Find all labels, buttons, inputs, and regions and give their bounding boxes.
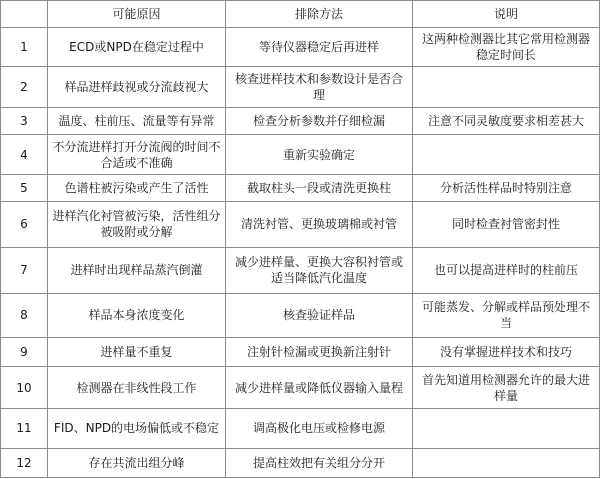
method-cell: 减少进样量、更换大容积衬管或适当降低汽化温度 [226,247,413,293]
method-cell: 等待仪器稳定后再进样 [226,28,413,67]
method-cell: 提高柱效把有关组分分开 [226,448,413,477]
table-row [1,134,600,175]
note-cell: 可能蒸发、分解或样品预处理不当 [413,293,600,337]
table-row [1,247,600,293]
note-cell [413,134,600,175]
row-number: 5 [1,175,48,202]
note-cell [413,66,600,107]
note-cell: 分析活性样品时特别注意 [413,175,600,202]
cause-cell: 样品进样歧视或分流歧视大 [48,66,226,107]
method-cell: 减少进样量或降低仪器输入量程 [226,367,413,409]
row-number: 12 [1,448,48,477]
header-note: 说明 [413,1,600,28]
cause-cell: ECD或NPD在稳定过程中 [48,28,226,67]
cause-cell: 进样量不重复 [48,337,226,366]
cause-cell: 不分流进样打开分流阀的时间不合适或不准确 [48,134,226,175]
method-cell: 注射针检漏或更换新注射针 [226,337,413,366]
method-cell: 清洗衬管、更换玻璃棉或衬管 [226,202,413,247]
header-method: 排除方法 [226,1,413,28]
method-cell: 核查验证样品 [226,293,413,337]
note-cell: 注意不同灵敏度要求相差甚大 [413,107,600,134]
note-cell: 没有掌握进样技术和技巧 [413,337,600,366]
table-row [1,66,600,107]
method-cell: 截取柱头一段或清洗更换柱 [226,175,413,202]
cause-cell: 进样汽化衬管被污染，活性组分被吸附或分解 [48,202,226,247]
cause-cell: 检测器在非线性段工作 [48,367,226,409]
table-row [1,28,600,67]
note-cell [413,448,600,477]
table-row [1,448,600,477]
table-row [1,107,600,134]
row-number: 1 [1,28,48,67]
cause-cell: FID、NPD的电场偏低或不稳定 [48,409,226,449]
header-number [1,1,48,28]
table-row [1,293,600,337]
table-row [1,409,600,449]
row-number: 4 [1,134,48,175]
cause-cell: 进样时出现样品蒸汽倒灌 [48,247,226,293]
table-row [1,367,600,409]
cause-cell: 色谱柱被污染或产生了活性 [48,175,226,202]
row-number: 7 [1,247,48,293]
cause-cell: 样品本身浓度变化 [48,293,226,337]
row-number: 10 [1,367,48,409]
row-number: 8 [1,293,48,337]
cause-cell: 温度、柱前压、流量等有异常 [48,107,226,134]
note-cell [413,409,600,449]
method-cell: 调高极化电压或检修电源 [226,409,413,449]
note-cell: 首先知道用检测器允许的最大进样量 [413,367,600,409]
row-number: 2 [1,66,48,107]
note-cell: 这两种检测器比其它常用检测器稳定时间长 [413,28,600,67]
table-row [1,337,600,366]
row-number: 3 [1,107,48,134]
method-cell: 核查进样技术和参数设计是否合理 [226,66,413,107]
header-cause: 可能原因 [48,1,226,28]
note-cell: 同时检查衬管密封性 [413,202,600,247]
row-number: 6 [1,202,48,247]
table-row [1,175,600,202]
method-cell: 检查分析参数并仔细检漏 [226,107,413,134]
cause-cell: 存在共流出组分峰 [48,448,226,477]
row-number: 11 [1,409,48,449]
note-cell: 也可以提高进样时的柱前压 [413,247,600,293]
method-cell: 重新实验确定 [226,134,413,175]
row-number: 9 [1,337,48,366]
header-row [1,1,600,28]
table-row [1,202,600,247]
